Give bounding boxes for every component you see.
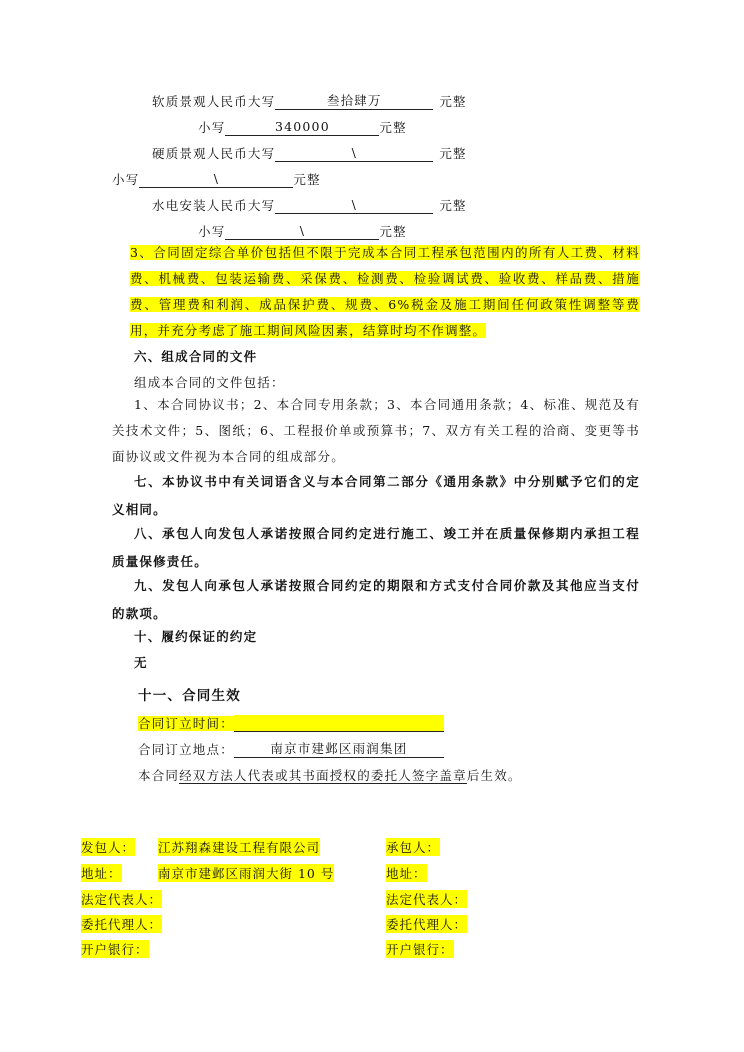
electrical-amount-line (152, 196, 467, 214)
section-11-title: 十一、合同生效 (138, 688, 241, 704)
employer-address-value: 南京市建邺区雨润大街 10 号 (158, 866, 335, 881)
unit: 元整 (379, 120, 407, 135)
employer-address-label: 地址： (81, 866, 122, 881)
unit: 元整 (379, 224, 407, 239)
hard-landscape-small-line (112, 170, 321, 188)
employer-legal-rep-label: 法定代表人： (81, 892, 163, 907)
contractor-label: 承包人： (386, 840, 441, 855)
soft-small-value: 340000 (225, 119, 379, 136)
employer-label: 发包人： (81, 840, 136, 855)
contract-effect-line (138, 766, 522, 784)
contract-date-label: 合同订立时间： (138, 716, 234, 731)
soft-big-value: 叁拾肆万 (275, 93, 433, 110)
soft-landscape-small-line (198, 118, 407, 136)
hard-landscape-amount-line (152, 144, 467, 162)
contract-place-label: 合同订立地点： (138, 742, 234, 757)
electrical-small-line (198, 222, 407, 240)
contract-date-field[interactable] (234, 715, 444, 732)
hard-small-value: \ (139, 171, 293, 188)
contract-date-line (138, 714, 444, 732)
employer-bank-label: 开户银行： (81, 942, 149, 957)
employer-agent-label: 委托代理人： (81, 917, 163, 932)
hard-small-label: 小写 (112, 172, 140, 187)
elec-big-value: \ (275, 197, 433, 214)
section-8: 八、承包人向发包人承诺按照合同约定进行施工、竣工并在质量保修期内承担工程质量保修责任。 (112, 526, 640, 569)
hard-big-label: 硬质景观人民币大写 (152, 146, 276, 161)
unit: 元整 (439, 94, 467, 109)
unit: 元整 (293, 172, 321, 187)
contract-place-line (138, 740, 444, 758)
contractor-legal-rep-label: 法定代表人： (386, 892, 468, 907)
section-9: 九、发包人向承包人承诺按照合同约定的期限和方式支付合同价款及其他应当支付的款项。 (112, 578, 640, 621)
unit: 元整 (439, 198, 467, 213)
contractor-address-label: 地址： (386, 866, 427, 881)
section-10-title: 十、履约保证的约定 (134, 629, 258, 644)
soft-landscape-amount-line (152, 92, 467, 110)
contractor-agent-label: 委托代理人： (386, 917, 468, 932)
clause-3-text: 3、合同固定综合单价包括但不限于完成本合同工程承包范围内的所有人工费、材料费、机械费、包装运输费、采保费、检测费、检验调试费、验收费、样品费、措施费、管理费和利润、成品保护费、规费、6%税金及施工期间任何政策性调整等费用，并充分考虑了施工期间风险因素，结算时均不作调整。 (130, 245, 640, 338)
hard-big-value: \ (275, 145, 433, 162)
section-6-body: 1、本合同协议书；2、本合同专用条款；3、本合同通用条款；4、标准、规范及有关技术文件；5、图纸；6、工程报价单或预算书；7、双方有关工程的洽商、变更等书面协议或文件视为本合同的组成部分。 (112, 397, 640, 464)
contract-place-value: 南京市建邺区雨润集团 (234, 741, 444, 758)
employer-value: 江苏翔森建设工程有限公司 (158, 840, 321, 855)
elec-small-value: \ (225, 223, 379, 240)
section-6-title: 六、组成合同的文件 (134, 349, 258, 364)
effect-suffix: 后生效。 (466, 768, 522, 783)
clause-3 (130, 240, 640, 344)
section-7: 七、本协议书中有关词语含义与本合同第二部分《通用条款》中分别赋予它们的定义相同。 (112, 474, 640, 517)
elec-small-label: 小写 (198, 224, 226, 239)
effect-underlined: 经双方法人代表或其书面授权的委托人签字盖章 (179, 768, 467, 783)
section-6-intro: 组成本合同的文件包括： (134, 375, 285, 390)
unit: 元整 (439, 146, 467, 161)
contractor-bank-label: 开户银行： (386, 942, 454, 957)
section-10-value: 无 (134, 655, 148, 670)
soft-small-label: 小写 (198, 120, 226, 135)
effect-prefix: 本合同 (138, 768, 180, 783)
soft-big-label: 软质景观人民币大写 (152, 94, 276, 109)
elec-big-label: 水电安装人民币大写 (152, 198, 276, 213)
